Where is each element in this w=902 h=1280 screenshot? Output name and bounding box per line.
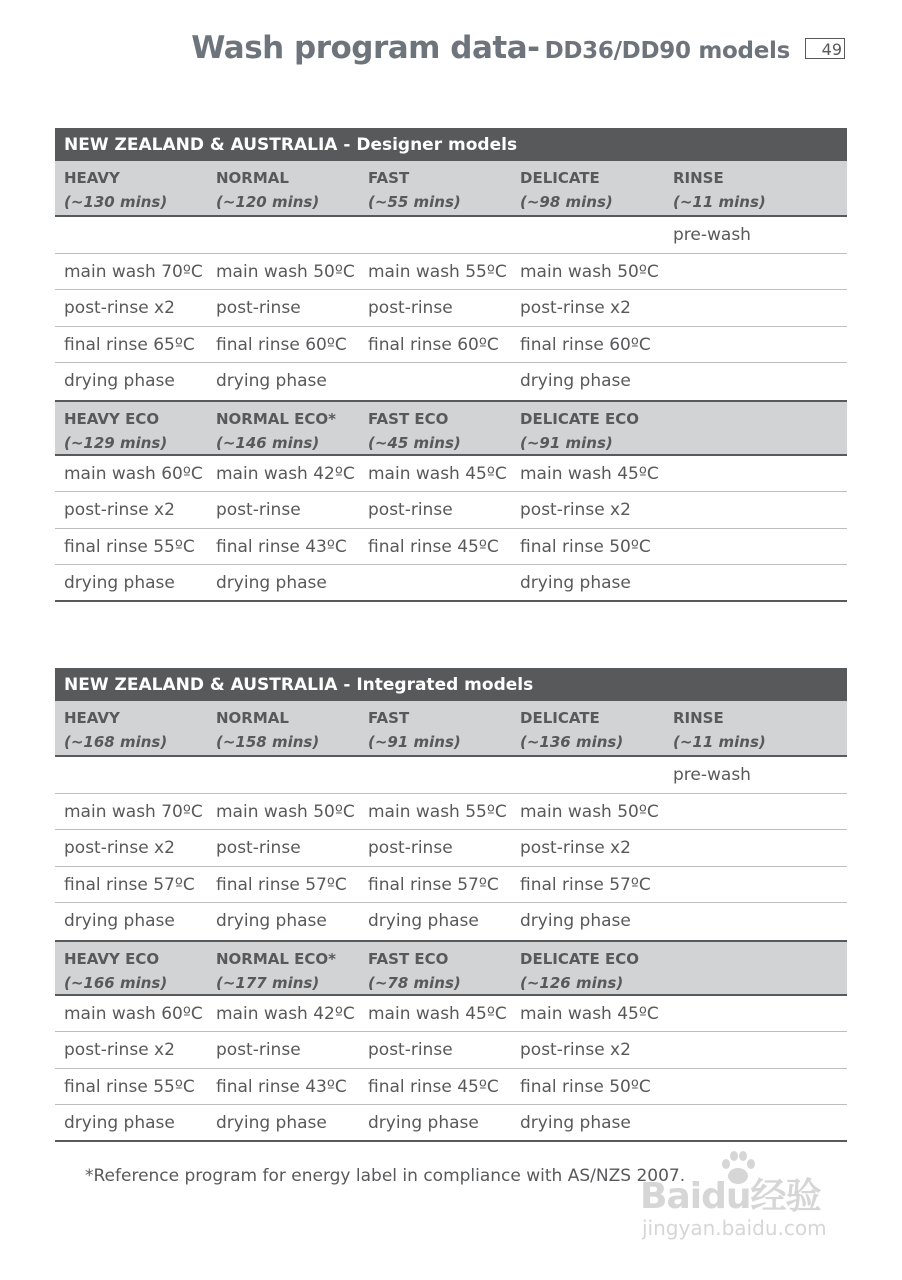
program-name: FAST <box>368 709 410 727</box>
table-cell: main wash 70ºC <box>64 801 203 822</box>
program-header <box>520 166 613 214</box>
program-header-row <box>55 161 847 217</box>
table-cell: post-rinse x2 <box>64 298 175 318</box>
eco-program-header-row <box>55 940 847 996</box>
table-cell: post-rinse <box>368 298 453 318</box>
table-row <box>55 565 847 602</box>
table-cell: post-rinse <box>216 500 301 520</box>
table-cell: final rinse 65ºC <box>64 334 195 355</box>
table-cell: final rinse 57ºC <box>216 874 347 895</box>
table-cell: drying phase <box>64 573 175 593</box>
table-cell: post-rinse x2 <box>64 1040 175 1060</box>
table-cell: post-rinse <box>368 1040 453 1060</box>
title-sub: DD36/DD90 models <box>544 38 790 64</box>
table-cell: post-rinse x2 <box>520 1040 631 1060</box>
table-cell: main wash 45ºC <box>520 1003 659 1024</box>
program-name: DELICATE ECO <box>520 409 639 428</box>
table-cell: drying phase <box>216 573 327 593</box>
page-title <box>0 30 790 66</box>
table-row <box>55 363 847 400</box>
program-header <box>368 407 461 455</box>
program-duration: (~98 mins) <box>520 193 613 211</box>
program-name: HEAVY <box>64 169 120 187</box>
table-cell: main wash 70ºC <box>64 261 203 282</box>
table-cell: main wash 50ºC <box>216 261 355 282</box>
program-duration: (~146 mins) <box>216 433 320 452</box>
program-name: RINSE <box>673 169 724 187</box>
table-cell: final rinse 45ºC <box>368 536 499 557</box>
program-duration: (~11 mins) <box>673 193 766 211</box>
table-cell: post-rinse <box>216 298 301 318</box>
table-row <box>55 996 847 1033</box>
table-cell: final rinse 60ºC <box>216 334 347 355</box>
program-duration: (~55 mins) <box>368 193 461 211</box>
program-name: RINSE <box>673 709 724 727</box>
table-cell: pre-wash <box>673 225 751 245</box>
program-name: FAST ECO <box>368 949 449 968</box>
table-cell: post-rinse x2 <box>64 838 175 858</box>
table-cell: final rinse 43ºC <box>216 1076 347 1097</box>
program-name: DELICATE ECO <box>520 949 639 968</box>
program-name: NORMAL <box>216 709 289 727</box>
table-cell: drying phase <box>216 371 327 391</box>
table-cell: drying phase <box>216 911 327 931</box>
program-duration: (~129 mins) <box>64 433 168 452</box>
program-duration: (~130 mins) <box>64 193 168 211</box>
table-cell: drying phase <box>520 911 631 931</box>
table-cell: drying phase <box>64 1113 175 1133</box>
table-row <box>55 1105 847 1142</box>
program-name: FAST ECO <box>368 409 449 428</box>
program-header <box>368 947 461 995</box>
program-duration: (~45 mins) <box>368 433 461 452</box>
program-name: HEAVY ECO <box>64 949 160 968</box>
program-header <box>520 947 639 995</box>
program-header <box>64 166 167 214</box>
table-cell: final rinse 55ºC <box>64 1076 195 1097</box>
program-header <box>64 407 167 455</box>
program-header <box>216 947 336 995</box>
program-duration: (~177 mins) <box>216 973 320 992</box>
title-main: Wash program data- <box>191 30 540 66</box>
program-duration: (~136 mins) <box>520 733 624 751</box>
table-row <box>55 1069 847 1106</box>
program-duration: (~11 mins) <box>673 733 766 751</box>
table-cell: post-rinse x2 <box>64 500 175 520</box>
program-duration: (~168 mins) <box>64 733 168 751</box>
table-cell: main wash 42ºC <box>216 1003 355 1024</box>
table-cell: main wash 45ºC <box>368 463 507 484</box>
program-name: HEAVY <box>64 709 120 727</box>
table-row <box>55 217 847 254</box>
program-header <box>216 706 319 754</box>
integrated-models-table <box>55 668 847 1142</box>
program-name: NORMAL ECO* <box>216 409 337 428</box>
program-name: HEAVY ECO <box>64 409 160 428</box>
table-cell: main wash 60ºC <box>64 1003 203 1024</box>
table-cell: drying phase <box>520 371 631 391</box>
table-cell: post-rinse x2 <box>520 298 631 318</box>
program-name: FAST <box>368 169 410 187</box>
program-duration: (~78 mins) <box>368 973 461 992</box>
designer-models-table <box>55 128 847 602</box>
table-cell: final rinse 50ºC <box>520 1076 651 1097</box>
table-cell: final rinse 55ºC <box>64 536 195 557</box>
table-row <box>55 867 847 904</box>
program-duration: (~166 mins) <box>64 973 168 992</box>
table-cell: main wash 50ºC <box>520 261 659 282</box>
table-cell: final rinse 43ºC <box>216 536 347 557</box>
table-cell: main wash 50ºC <box>216 801 355 822</box>
program-header <box>216 166 319 214</box>
table-row <box>55 794 847 831</box>
program-name: NORMAL <box>216 169 289 187</box>
program-duration: (~91 mins) <box>368 733 461 751</box>
table-title: NEW ZEALAND & AUSTRALIA - Integrated models <box>55 668 847 701</box>
table-cell: main wash 45ºC <box>368 1003 507 1024</box>
watermark-url: jingyan.baidu.com <box>642 1216 827 1240</box>
table-cell: drying phase <box>64 371 175 391</box>
table-cell: drying phase <box>520 1113 631 1133</box>
table-cell: post-rinse <box>216 1040 301 1060</box>
table-cell: final rinse 50ºC <box>520 536 651 557</box>
program-header <box>673 706 766 754</box>
table-row <box>55 290 847 327</box>
table-cell: main wash 45ºC <box>520 463 659 484</box>
table-cell: post-rinse <box>368 838 453 858</box>
table-cell: drying phase <box>520 573 631 593</box>
program-header <box>216 407 336 455</box>
table-cell: pre-wash <box>673 765 751 785</box>
table-cell: main wash 55ºC <box>368 801 507 822</box>
program-name: NORMAL ECO* <box>216 949 337 968</box>
table-cell: post-rinse <box>368 500 453 520</box>
table-cell: final rinse 57ºC <box>368 874 499 895</box>
table-cell: main wash 55ºC <box>368 261 507 282</box>
watermark <box>640 1150 850 1250</box>
table-row <box>55 254 847 291</box>
table-row <box>55 757 847 794</box>
program-header <box>64 947 167 995</box>
table-cell: drying phase <box>368 1113 479 1133</box>
table-cell: final rinse 60ºC <box>520 334 651 355</box>
program-name: DELICATE <box>520 709 600 727</box>
program-header <box>520 407 639 455</box>
table-row <box>55 903 847 940</box>
table-cell: drying phase <box>368 911 479 931</box>
eco-program-header-row <box>55 400 847 456</box>
table-title: NEW ZEALAND & AUSTRALIA - Designer models <box>55 128 847 161</box>
program-header <box>368 706 461 754</box>
table-row <box>55 1032 847 1069</box>
program-header-row <box>55 701 847 757</box>
watermark-brand: Baidu经验 <box>640 1176 821 1217</box>
program-header <box>368 166 461 214</box>
footnote: *Reference program for energy label in compliance with AS/NZS 2007. <box>85 1166 686 1186</box>
table-row <box>55 830 847 867</box>
table-cell: main wash 42ºC <box>216 463 355 484</box>
table-cell: post-rinse x2 <box>520 500 631 520</box>
table-row <box>55 492 847 529</box>
page-number: 49 <box>805 38 845 59</box>
table-row <box>55 529 847 566</box>
table-cell: main wash 50ºC <box>520 801 659 822</box>
program-duration: (~126 mins) <box>520 973 624 992</box>
table-cell: final rinse 60ºC <box>368 334 499 355</box>
program-duration: (~120 mins) <box>216 193 320 211</box>
program-duration: (~158 mins) <box>216 733 320 751</box>
table-cell: final rinse 45ºC <box>368 1076 499 1097</box>
table-cell: post-rinse x2 <box>520 838 631 858</box>
table-cell: drying phase <box>64 911 175 931</box>
program-header <box>673 166 766 214</box>
table-cell: drying phase <box>216 1113 327 1133</box>
program-name: DELICATE <box>520 169 600 187</box>
table-row <box>55 456 847 493</box>
program-header <box>64 706 167 754</box>
table-cell: post-rinse <box>216 838 301 858</box>
table-row <box>55 327 847 364</box>
table-cell: final rinse 57ºC <box>64 874 195 895</box>
table-cell: main wash 60ºC <box>64 463 203 484</box>
program-header <box>520 706 623 754</box>
program-duration: (~91 mins) <box>520 433 613 452</box>
table-cell: final rinse 57ºC <box>520 874 651 895</box>
